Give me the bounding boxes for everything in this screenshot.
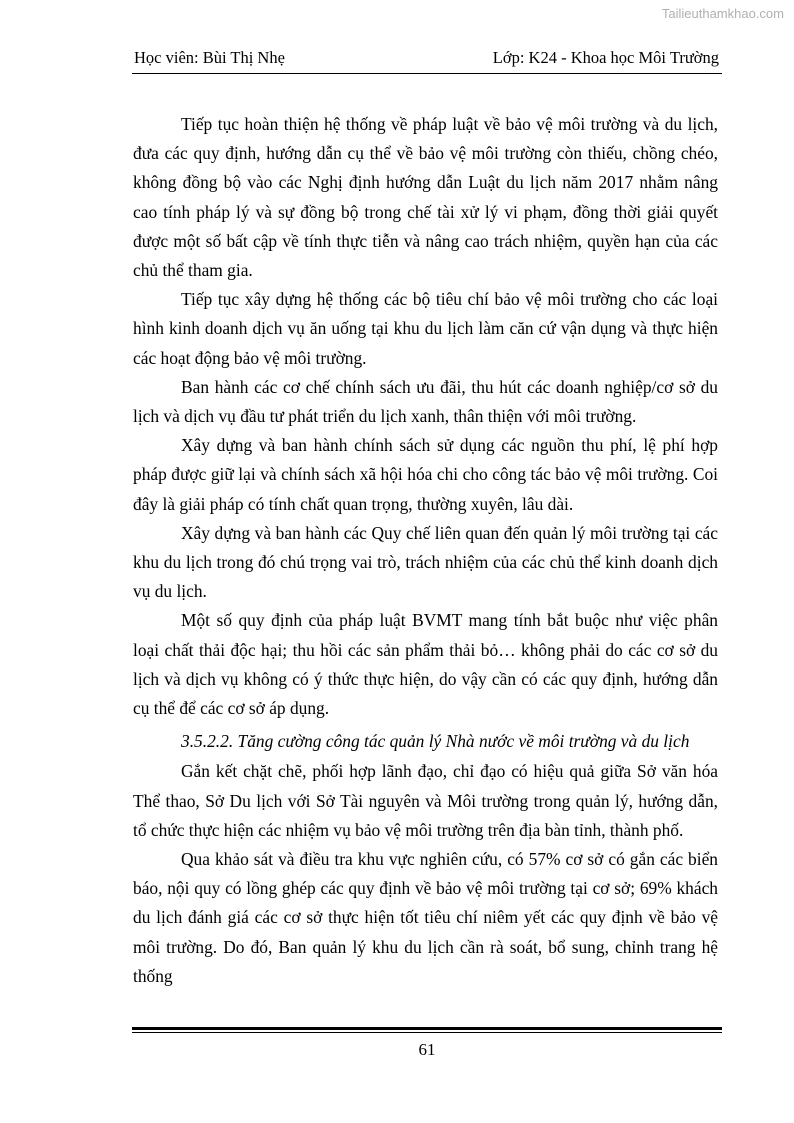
footer-divider-thick — [132, 1027, 722, 1030]
section-heading: 3.5.2.2. Tăng cường công tác quản lý Nhà nước về môi trường và du lịch — [181, 731, 690, 752]
page-header — [134, 48, 719, 70]
header-class-name: Lớp: K24 - Khoa học Môi Trường — [492, 48, 719, 67]
paragraph: Tiếp tục hoàn thiện hệ thống về pháp luật về bảo vệ môi trường và du lịch, đưa các quy định, hướng dẫn cụ thể về bảo vệ môi trường còn thiếu, chồng chéo, không đồng bộ vào các Nghị định hướng dẫn Luật du lịch năm 2017 nhằm nâng cao tính pháp lý và sự đồng bộ trong chế tài xử lý vi phạm, đồng thời giải quyết được một số bất cập về tính thực tiễn và nâng cao trách nhiệm, quyền hạn của các chủ thể tham gia. — [133, 114, 718, 281]
header-divider — [132, 73, 722, 74]
paragraph: Một số quy định của pháp luật BVMT mang tính bắt buộc như việc phân loại chất thải độc hại; thu hồi các sản phẩm thải bỏ… không phải do các cơ sở du lịch và dịch vụ không có ý thức thực hiện, do vậy cần có các quy định, hướng dẫn cụ thể để các cơ sở áp dụng. — [133, 610, 718, 719]
paragraph: Ban hành các cơ chế chính sách ưu đãi, thu hút các doanh nghiệp/cơ sở du lịch và dịch vụ đầu tư phát triển du lịch xanh, thân thiện với môi trường. — [133, 376, 718, 427]
paragraph: Qua khảo sát và điều tra khu vực nghiên cứu, có 57% cơ sở có gắn các biển báo, nội quy có lồng ghép các quy định về bảo vệ môi trường tại cơ sở; 69% khách du lịch đánh giá các cơ sở thực hiện tốt tiêu chí niêm yết các quy định về bảo vệ môi trường. Do đó, Ban quản lý khu du lịch cần rà soát, bổ sung, chỉnh trang hệ thống — [133, 849, 718, 986]
document-body — [133, 110, 718, 991]
paragraph: Xây dựng và ban hành chính sách sử dụng các nguồn thu phí, lệ phí hợp pháp được giữ lại và chính sách xã hội hóa chi cho công tác bảo vệ môi trường. Coi đây là giải pháp có tính chất quan trọng, thường xuyên, lâu dài. — [133, 435, 718, 514]
watermark-text: Tailieuthamkhao.com — [661, 6, 784, 21]
paragraph: Gắn kết chặt chẽ, phối hợp lãnh đạo, chỉ đạo có hiệu quả giữa Sở văn hóa Thể thao, Sở Du lịch với Sở Tài nguyên và Môi trường trong quản lý, hướng dẫn, tổ chức thực hiện các nhiệm vụ bảo vệ môi trường trên địa bàn tỉnh, thành phố. — [133, 761, 718, 840]
paragraph: Xây dựng và ban hành các Quy chế liên quan đến quản lý môi trường tại các khu du lịch trong đó chú trọng vai trò, trách nhiệm của các chủ thể kinh doanh dịch vụ du lịch. — [133, 522, 718, 602]
page-number: 61 — [418, 1040, 436, 1059]
header-student-name: Học viên: Bùi Thị Nhẹ — [134, 48, 285, 67]
paragraph: Tiếp tục xây dựng hệ thống các bộ tiêu chí bảo vệ môi trường cho các loại hình kinh doanh dịch vụ ăn uống tại khu du lịch làm căn cứ vận dụng và thực hiện các hoạt động bảo vệ môi trường. — [133, 289, 718, 368]
footer-divider-thin — [132, 1032, 722, 1033]
